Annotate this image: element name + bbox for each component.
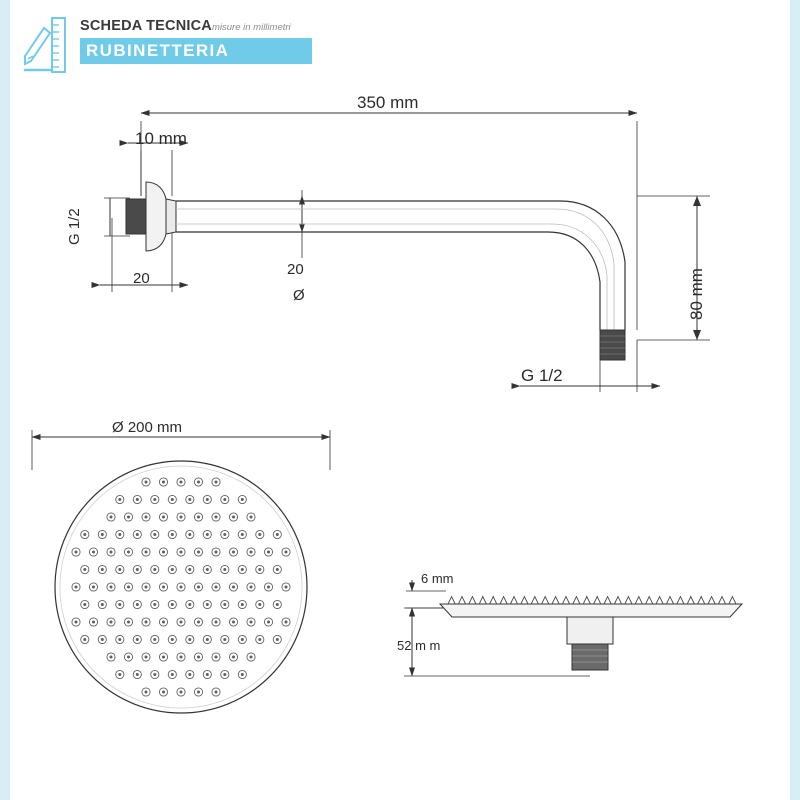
shower-head-side-drawing (404, 580, 742, 676)
tube-diameter-label: 20 (287, 261, 304, 278)
arm-drop-label: 80 mm (687, 268, 706, 320)
flange-thickness-label: 10 mm (135, 129, 187, 148)
flange-diameter-label: 20 (133, 270, 150, 287)
tube-diameter-symbol: Ø (293, 287, 305, 304)
header-subtitle: misure in millimetri (212, 22, 291, 33)
header-title: SCHEDA TECNICA (80, 18, 212, 34)
outlet-thread-label: G 1/2 (521, 366, 563, 385)
shower-head-top-drawing (32, 430, 330, 713)
header-brand: RUBINETTERIA (86, 41, 230, 60)
inlet-thread-label: G 1/2 (66, 208, 83, 245)
arm-length-label: 350 mm (357, 93, 419, 112)
connector-height-label: 52 m m (397, 638, 441, 653)
head-diameter-label: Ø 200 mm (112, 419, 183, 436)
plate-thickness-label: 6 mm (421, 571, 454, 586)
shower-arm-drawing (100, 113, 710, 392)
